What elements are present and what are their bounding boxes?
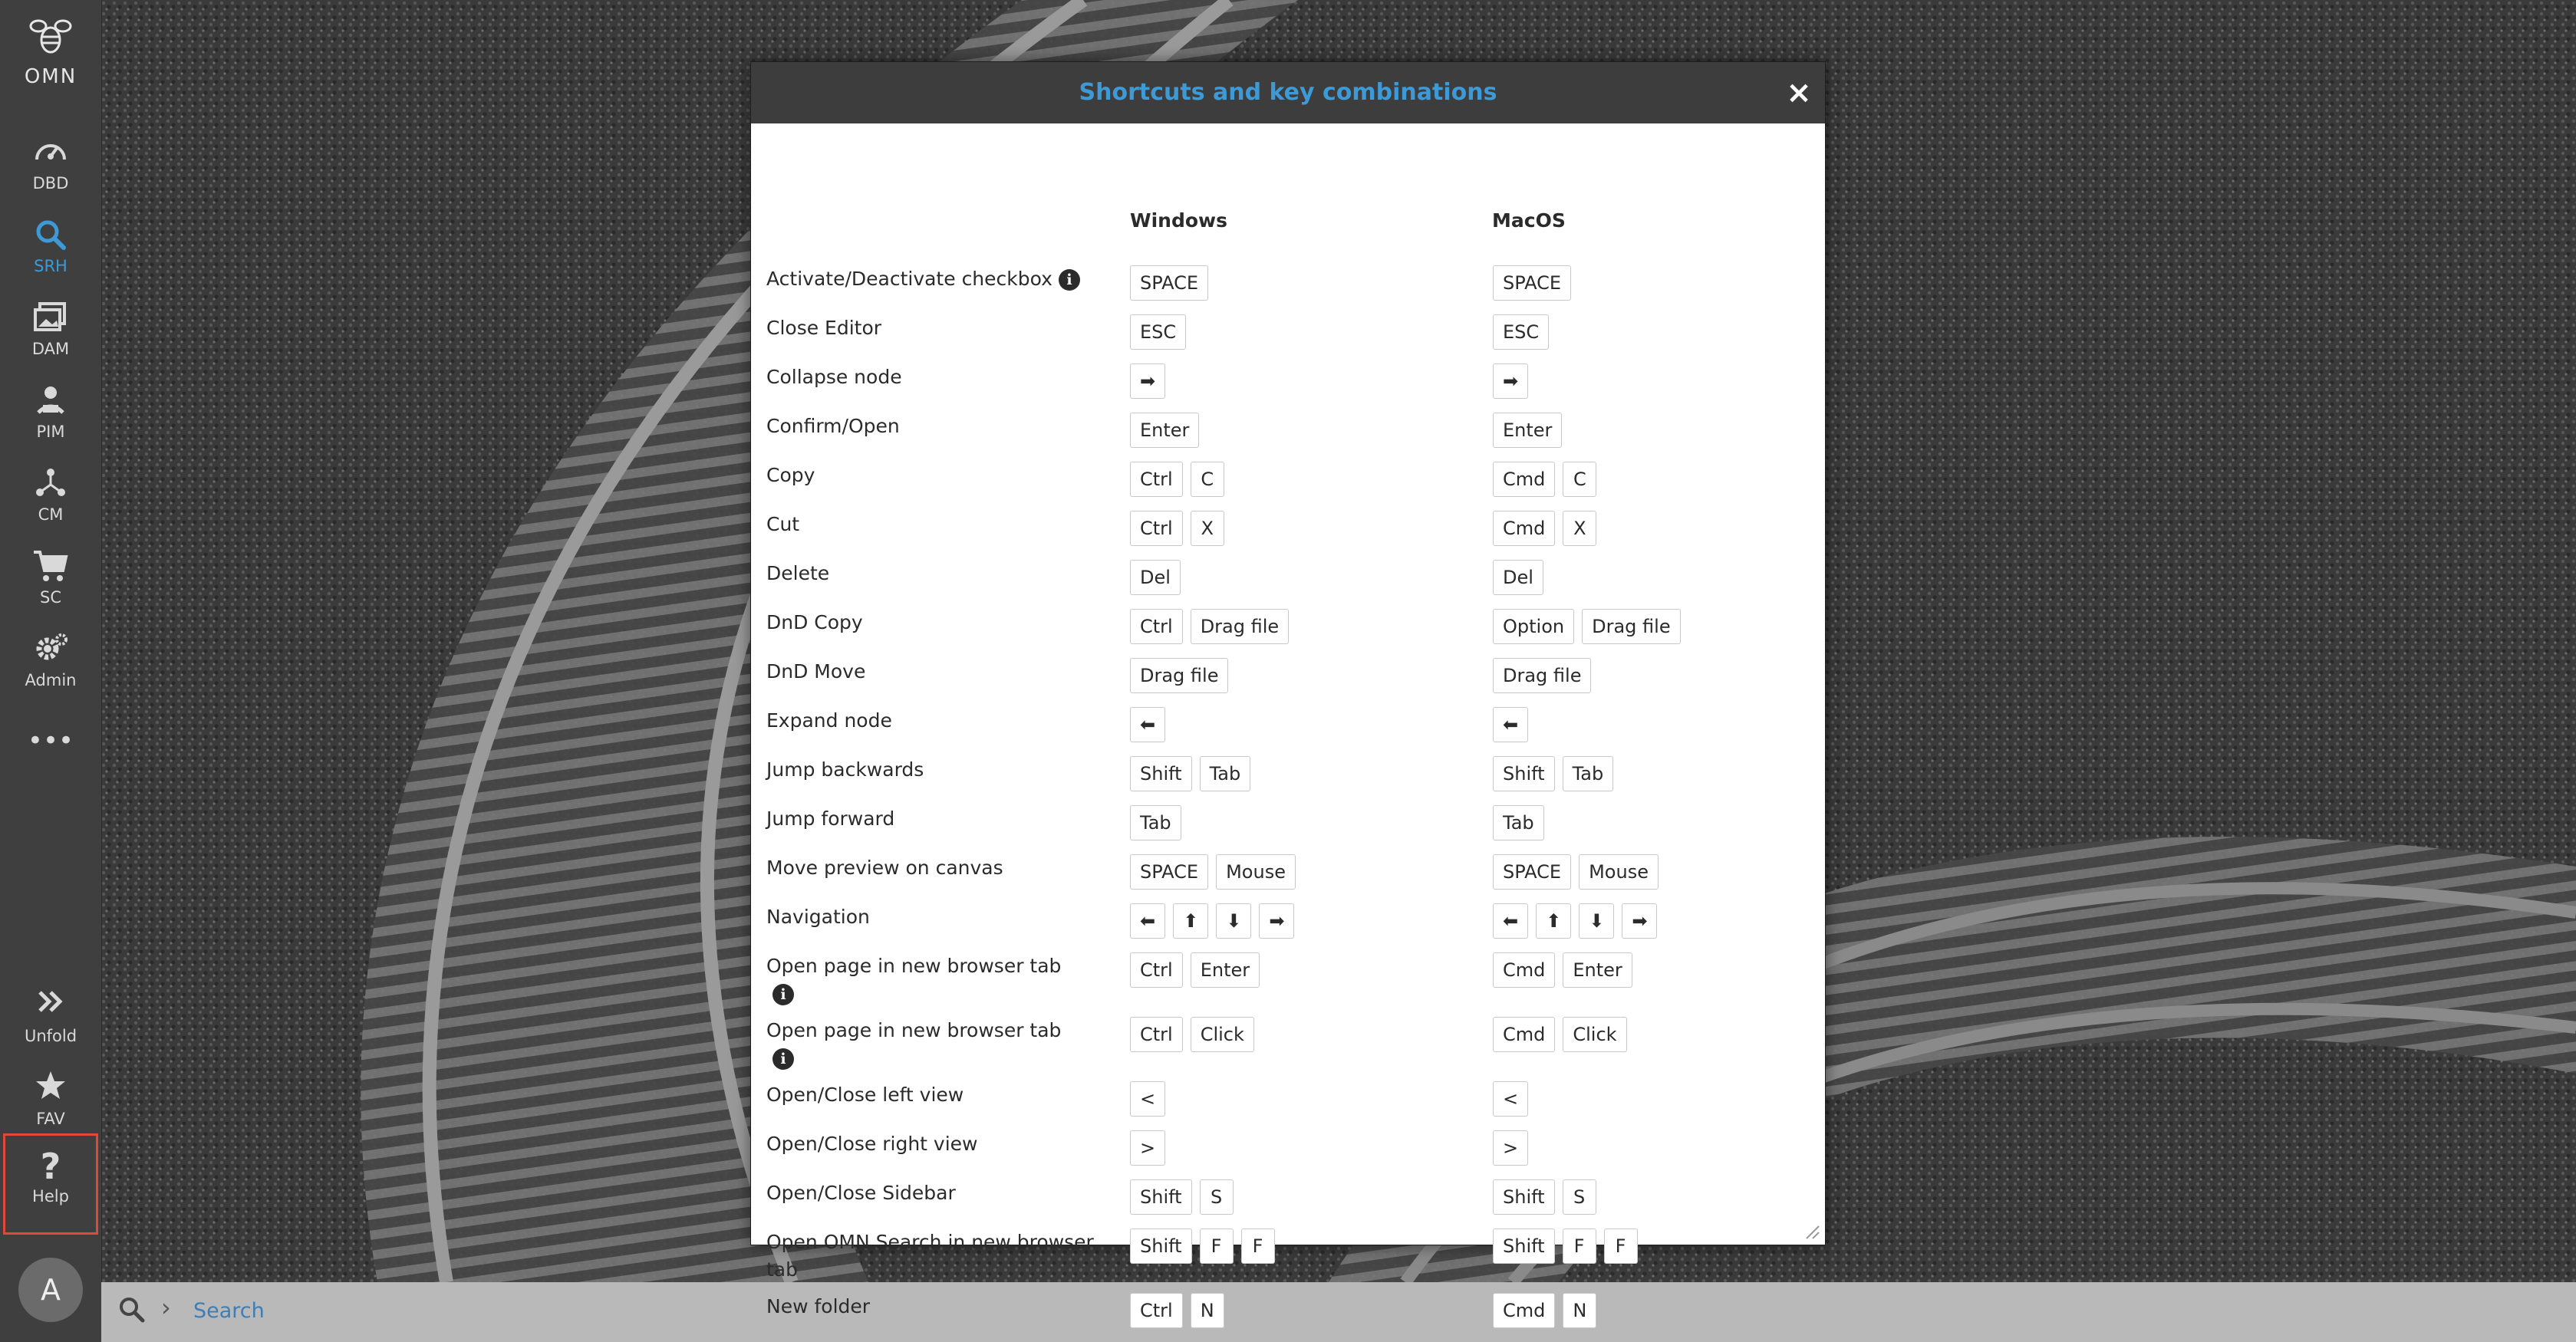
sidebar-item-label: Help [32, 1187, 69, 1205]
macos-keys [1493, 413, 1570, 448]
shortcut-label-text: Open page in new browser tab [766, 955, 1062, 977]
more-icon: ••• [27, 725, 74, 756]
info-icon[interactable]: i [1059, 269, 1080, 291]
breadcrumb-search[interactable]: Search [193, 1299, 265, 1323]
windows-keys [1130, 1179, 1241, 1215]
dashboard-icon [0, 133, 101, 173]
key-cap: Cmd [1493, 511, 1555, 546]
shortcut-label [766, 314, 1096, 342]
key-cap: Enter [1563, 952, 1632, 988]
key-cap: Drag file [1130, 658, 1228, 693]
shortcut-label [766, 363, 1096, 391]
macos-keys [1493, 756, 1621, 791]
sidebar-item-label: PIM [36, 423, 65, 441]
macos-keys [1493, 1229, 1645, 1264]
shortcut-label [766, 1229, 1096, 1284]
sidebar-item-label: FAV [36, 1110, 65, 1128]
key-cap: ⬅ [1130, 903, 1165, 939]
key-cap: F [1563, 1229, 1596, 1264]
column-header-macos: MacOS [1492, 209, 1566, 232]
sidebar [0, 0, 102, 1342]
shortcut-label [766, 658, 1096, 686]
info-icon[interactable]: i [772, 984, 794, 1005]
key-cap: ➡ [1622, 903, 1657, 939]
key-cap: SPACE [1130, 854, 1208, 890]
key-cap: Shift [1493, 756, 1555, 791]
sidebar-item-label: SRH [34, 257, 68, 275]
key-cap: Enter [1493, 413, 1562, 448]
key-cap: S [1200, 1179, 1234, 1215]
sidebar-more-button[interactable] [0, 718, 101, 764]
shortcut-label-text: Open/Close right view [766, 1133, 978, 1155]
dialog-title: Shortcuts and key combinations [1079, 79, 1497, 106]
shortcut-label-text: Delete [766, 562, 830, 584]
shortcut-label [766, 1179, 1096, 1207]
macos-keys [1493, 265, 1579, 301]
key-cap: F [1604, 1229, 1638, 1264]
sidebar-item-label: CM [38, 505, 64, 524]
shortcut-label [766, 1130, 1096, 1158]
shortcut-label-text: Cut [766, 513, 800, 535]
key-cap: Cmd [1493, 1017, 1555, 1052]
key-cap: Click [1191, 1017, 1254, 1052]
key-cap: Tab [1563, 756, 1614, 791]
shortcut-label [766, 462, 1096, 489]
shortcut-label [766, 1017, 1096, 1072]
shortcut-label-text: Navigation [766, 906, 870, 928]
key-cap: > [1130, 1130, 1165, 1166]
windows-keys [1130, 413, 1207, 448]
cart-icon [0, 548, 101, 587]
windows-keys [1130, 609, 1296, 644]
macos-keys [1493, 314, 1556, 350]
key-cap: ➡ [1259, 903, 1294, 939]
resize-handle-icon[interactable] [1802, 1222, 1820, 1240]
windows-keys [1130, 1293, 1232, 1328]
key-cap: Drag file [1582, 609, 1680, 644]
key-cap: Tab [1200, 756, 1251, 791]
macos-keys [1493, 707, 1536, 742]
key-cap: Mouse [1579, 854, 1659, 890]
macos-keys [1493, 658, 1599, 693]
logo-text: OMN [24, 65, 77, 88]
shortcut-label-text: Move preview on canvas [766, 857, 1003, 879]
macos-keys [1493, 952, 1640, 988]
macos-keys [1493, 1130, 1536, 1166]
images-icon [0, 299, 101, 339]
macos-keys [1493, 805, 1552, 840]
windows-keys [1130, 903, 1302, 939]
windows-keys [1130, 707, 1173, 742]
macos-keys [1493, 511, 1604, 546]
key-cap: SPACE [1493, 854, 1571, 890]
sidebar-item-cm[interactable] [0, 465, 101, 535]
key-cap: Drag file [1493, 658, 1591, 693]
windows-keys [1130, 658, 1236, 693]
shortcut-label-text: Close Editor [766, 317, 882, 339]
windows-keys [1130, 1081, 1173, 1117]
key-cap: Del [1493, 560, 1543, 595]
close-icon[interactable]: × [1786, 75, 1812, 110]
key-cap: ⬇ [1579, 903, 1614, 939]
shortcut-label [766, 854, 1096, 882]
shortcut-label-text: DnD Move [766, 660, 866, 683]
key-cap: Tab [1130, 805, 1181, 840]
key-cap: F [1241, 1229, 1275, 1264]
question-icon: ? [40, 1146, 61, 1187]
shortcut-label-text: Open OMN Search in new browser tab [766, 1231, 1094, 1281]
key-cap: SPACE [1130, 265, 1208, 301]
shortcut-label-text: Collapse node [766, 366, 902, 388]
dialog-body [751, 123, 1825, 1321]
shortcut-label [766, 756, 1096, 784]
key-cap: Ctrl [1130, 511, 1183, 546]
windows-keys [1130, 952, 1267, 988]
macos-keys [1493, 1081, 1536, 1117]
shortcut-label-text: Expand node [766, 709, 892, 732]
shortcut-label-text: Open/Close Sidebar [766, 1182, 956, 1204]
sidebar-item-dam[interactable] [0, 299, 101, 370]
key-cap: Cmd [1493, 952, 1555, 988]
key-cap: ➡ [1493, 363, 1528, 399]
key-cap: Ctrl [1130, 609, 1183, 644]
shortcut-label [766, 1081, 1096, 1109]
share-nodes-icon [0, 465, 101, 505]
shortcut-label-text: Open page in new browser tab [766, 1019, 1062, 1041]
key-cap: Cmd [1493, 462, 1555, 497]
macos-keys [1493, 1293, 1604, 1328]
windows-keys [1130, 462, 1232, 497]
key-cap: Ctrl [1130, 1017, 1183, 1052]
shortcut-label-text: Activate/Deactivate checkbox [766, 268, 1052, 290]
key-cap: Shift [1130, 1229, 1192, 1264]
windows-keys [1130, 1229, 1283, 1264]
key-cap: C [1563, 462, 1596, 497]
windows-keys [1130, 314, 1194, 350]
macos-keys [1493, 609, 1688, 644]
shortcut-label-text: Jump forward [766, 808, 895, 830]
key-cap: Shift [1493, 1229, 1555, 1264]
sidebar-item-label: Unfold [24, 1027, 77, 1045]
macos-keys [1493, 854, 1666, 890]
key-cap: < [1130, 1081, 1165, 1117]
shortcut-label [766, 413, 1096, 440]
key-cap: F [1200, 1229, 1234, 1264]
sidebar-item-admin[interactable] [0, 630, 101, 701]
key-cap: Click [1563, 1017, 1626, 1052]
macos-keys [1493, 560, 1551, 595]
double-chevron-right-icon [0, 986, 101, 1026]
sidebar-item-label: DAM [31, 340, 70, 358]
shortcut-label-text: Confirm/Open [766, 415, 900, 437]
key-cap: Option [1493, 609, 1574, 644]
sidebar-item-label: DBD [32, 174, 69, 192]
key-cap: ESC [1493, 314, 1549, 350]
shortcut-label-text: Copy [766, 464, 815, 486]
windows-keys [1130, 511, 1232, 546]
macos-keys [1493, 462, 1604, 497]
shortcut-label [766, 1293, 1096, 1321]
key-cap: S [1563, 1179, 1596, 1215]
key-cap: > [1493, 1130, 1528, 1166]
shortcut-label [766, 265, 1096, 293]
sidebar-help-button[interactable] [3, 1133, 98, 1235]
shortcut-label [766, 805, 1096, 833]
key-cap: Ctrl [1130, 1293, 1183, 1328]
sidebar-item-dbd[interactable] [0, 133, 101, 204]
key-cap: ESC [1130, 314, 1186, 350]
shortcut-label-text: DnD Copy [766, 611, 863, 633]
shortcut-label [766, 511, 1096, 538]
windows-keys [1130, 854, 1303, 890]
dialog-header [751, 62, 1825, 123]
shortcut-label [766, 707, 1096, 735]
windows-keys [1130, 1017, 1262, 1052]
sidebar-item-sc[interactable] [0, 548, 101, 618]
key-cap: ⬆ [1536, 903, 1571, 939]
bottom-search-bar [101, 1282, 2576, 1342]
bee-logo-icon [0, 17, 101, 64]
key-cap: Enter [1191, 952, 1260, 988]
shortcut-label [766, 952, 1096, 1008]
product-icon [0, 382, 101, 422]
windows-keys [1130, 560, 1188, 595]
key-cap: X [1563, 511, 1596, 546]
key-cap: ⬆ [1173, 903, 1208, 939]
gears-icon [0, 630, 101, 670]
macos-keys [1493, 1179, 1604, 1215]
key-cap: Ctrl [1130, 952, 1183, 988]
key-cap: ⬅ [1130, 707, 1165, 742]
key-cap: Tab [1493, 805, 1544, 840]
key-cap: ⬅ [1493, 707, 1528, 742]
key-cap: X [1191, 511, 1224, 546]
key-cap: Mouse [1216, 854, 1296, 890]
key-cap: Enter [1130, 413, 1199, 448]
key-cap: Del [1130, 560, 1181, 595]
star-icon [0, 1069, 101, 1109]
macos-keys [1493, 363, 1536, 399]
sidebar-item-label: SC [40, 588, 61, 607]
key-cap: SPACE [1493, 265, 1571, 301]
key-cap: Cmd [1493, 1293, 1555, 1328]
windows-keys [1130, 756, 1258, 791]
chevron-right-icon: › [161, 1293, 171, 1322]
key-cap: Shift [1130, 1179, 1192, 1215]
windows-keys [1130, 363, 1173, 399]
key-cap: ➡ [1130, 363, 1165, 399]
windows-keys [1130, 805, 1189, 840]
key-cap: Drag file [1191, 609, 1289, 644]
shortcuts-dialog [750, 61, 1826, 1321]
shortcut-label [766, 560, 1096, 587]
search-icon [0, 216, 101, 256]
shortcut-label-text: Open/Close left view [766, 1084, 964, 1106]
key-cap: ⬅ [1493, 903, 1528, 939]
search-icon[interactable] [117, 1294, 147, 1325]
sidebar-unfold-button[interactable] [0, 986, 101, 1057]
avatar[interactable]: A [18, 1258, 83, 1322]
sidebar-item-pim[interactable] [0, 382, 101, 452]
macos-keys [1493, 903, 1665, 939]
key-cap: N [1563, 1293, 1596, 1328]
key-cap: ⬇ [1216, 903, 1251, 939]
sidebar-fav-button[interactable] [0, 1069, 101, 1140]
key-cap: Shift [1493, 1179, 1555, 1215]
windows-keys [1130, 265, 1216, 301]
windows-keys [1130, 1130, 1173, 1166]
omn-logo[interactable] [0, 17, 101, 88]
key-cap: < [1493, 1081, 1528, 1117]
shortcut-label [766, 609, 1096, 636]
shortcut-label [766, 903, 1096, 931]
shortcut-label-text: New folder [766, 1295, 871, 1317]
column-header-windows: Windows [1130, 209, 1227, 232]
macos-keys [1493, 1017, 1635, 1052]
key-cap: Shift [1130, 756, 1192, 791]
sidebar-item-srh[interactable] [0, 216, 101, 287]
key-cap: N [1191, 1293, 1224, 1328]
shortcut-label-text: Jump backwards [766, 758, 924, 781]
info-icon[interactable]: i [772, 1048, 794, 1070]
sidebar-item-label: Admin [25, 671, 77, 689]
key-cap: Ctrl [1130, 462, 1183, 497]
key-cap: C [1191, 462, 1224, 497]
